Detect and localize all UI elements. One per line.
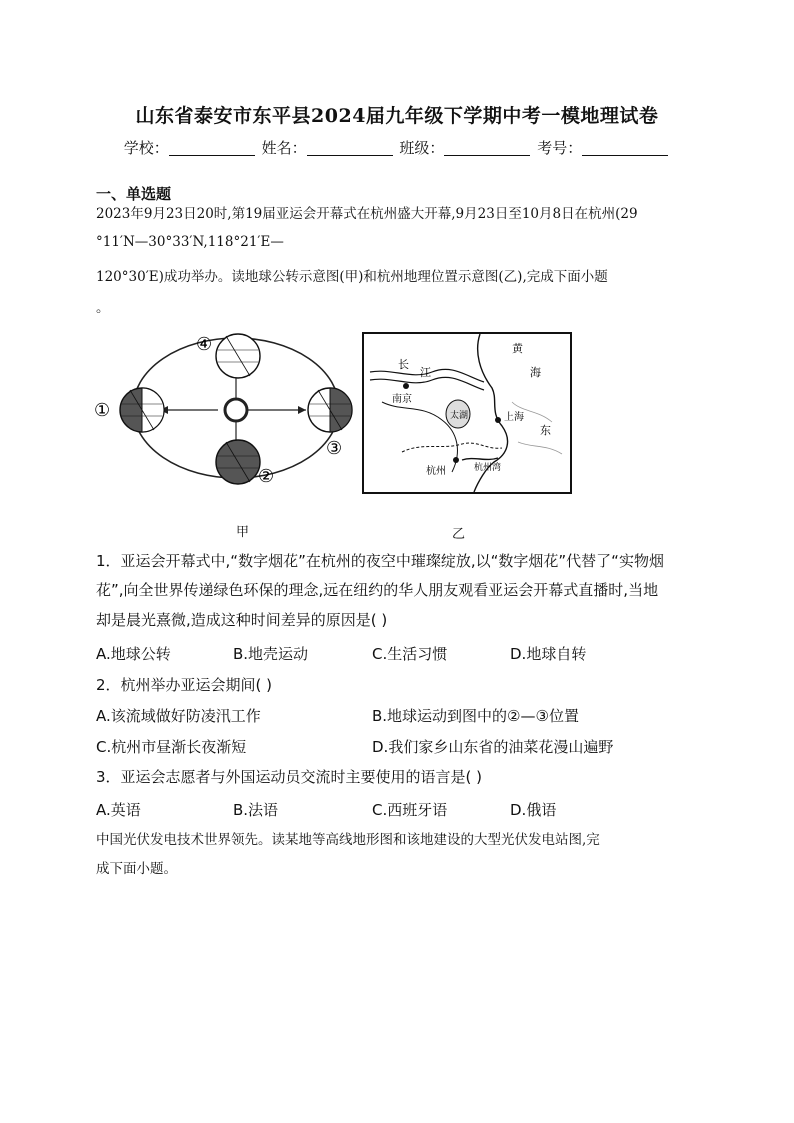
- map-label-jiang: 江: [420, 366, 431, 379]
- q1-option-a[interactable]: A.地球公转: [96, 645, 171, 663]
- class-blank[interactable]: [444, 141, 530, 156]
- intro-line-4: 。: [96, 300, 110, 316]
- q1-stem-line-1: 1．亚运会开幕式中,“数字烟花”在杭州的夜空中璀璨绽放,以“数字烟花”代替了“实物烟: [96, 552, 664, 570]
- figure-caption-yi: 乙: [452, 527, 466, 542]
- earth-position-2: [216, 440, 260, 484]
- position-label-4: ④: [196, 334, 213, 355]
- q3-stem: 3．亚运会志愿者与外国运动员交流时主要使用的语言是( ): [96, 768, 483, 786]
- map-label-chang: 长: [398, 358, 409, 371]
- section-heading: 一、单选题: [96, 185, 172, 203]
- q3-option-c[interactable]: C.西班牙语: [372, 801, 448, 819]
- intro-line-2: °11′N—30°33′N,118°21′E—: [96, 234, 284, 250]
- name-blank[interactable]: [307, 141, 393, 156]
- q2-option-c[interactable]: C.杭州市昼渐长夜渐短: [96, 738, 247, 756]
- outro-line-1: 中国光伏发电技术世界领先。读某地等高线地形图和该地建设的大型光伏发电站图,完: [96, 832, 600, 848]
- earth-position-1: [120, 388, 164, 432]
- map-label-hangzhou: 杭州: [426, 466, 446, 477]
- shanghai-marker: [495, 417, 501, 423]
- nanjing-marker: [403, 383, 409, 389]
- q1-stem-line-3: 却是晨光熹微,造成这种时间差异的原因是( ): [96, 611, 388, 629]
- class-label: 班级：: [399, 139, 445, 157]
- exam-number-label: 考号：: [537, 139, 583, 157]
- map-label-dong: 东: [540, 424, 551, 437]
- earth-revolution-diagram: [90, 328, 360, 498]
- exam-title: 山东省泰安市东平县2024届九年级下学期中考一模地理试卷: [135, 105, 659, 127]
- intro-line-1: 2023年9月23日20时,第19届亚运会开幕式在杭州盛大开幕,9月23日至10月8日在杭州(29: [96, 206, 638, 222]
- school-label: 学校：: [123, 139, 169, 157]
- intro-line-3: 120°30′E)成功举办。读地球公转示意图(甲)和杭州地理位置示意图(乙),完成下面小题: [96, 269, 608, 285]
- figure-caption-jia: 甲: [236, 525, 250, 540]
- map-label-nanjing: 南京: [392, 394, 412, 405]
- position-label-1: ①: [94, 400, 111, 421]
- earth-position-4: [216, 334, 260, 378]
- exam-number-blank[interactable]: [582, 141, 668, 156]
- q1-option-c[interactable]: C.生活习惯: [372, 645, 448, 663]
- hangzhou-location-map: [362, 332, 572, 494]
- position-label-3: ③: [326, 438, 343, 459]
- q2-option-a[interactable]: A.该流域做好防凌汛工作: [96, 707, 261, 725]
- sun-icon: [225, 399, 247, 421]
- q3-option-b[interactable]: B.法语: [233, 801, 279, 819]
- map-label-taihu: 太湖: [450, 411, 469, 421]
- name-label: 姓名：: [261, 139, 307, 157]
- q1-option-b[interactable]: B.地壳运动: [233, 645, 309, 663]
- q1-option-d[interactable]: D.地球自转: [510, 645, 587, 663]
- position-label-2: ②: [258, 466, 275, 487]
- q3-option-d[interactable]: D.俄语: [510, 801, 557, 819]
- q2-option-b[interactable]: B.地球运动到图中的②—③位置: [372, 707, 579, 725]
- map-label-hai: 海: [530, 366, 541, 379]
- q2-stem: 2．杭州举办亚运会期间( ): [96, 676, 273, 694]
- q1-stem-line-2: 花”,向全世界传递绿色环保的理念,远在纽约的华人朋友观看亚运会开幕式直播时,当地: [96, 581, 659, 599]
- map-label-hangzhou-bay: 杭州湾: [474, 463, 502, 473]
- q3-option-a[interactable]: A.英语: [96, 801, 141, 819]
- student-info-line: [0, 137, 794, 158]
- earth-position-3: [308, 388, 352, 432]
- q2-option-d[interactable]: D.我们家乡山东省的油菜花漫山遍野: [372, 738, 614, 756]
- map-label-huang: 黄: [512, 342, 523, 355]
- outro-line-2: 成下面小题。: [96, 861, 177, 877]
- map-label-shanghai: 上海: [504, 412, 524, 423]
- hangzhou-marker: [453, 457, 459, 463]
- school-blank[interactable]: [169, 141, 255, 156]
